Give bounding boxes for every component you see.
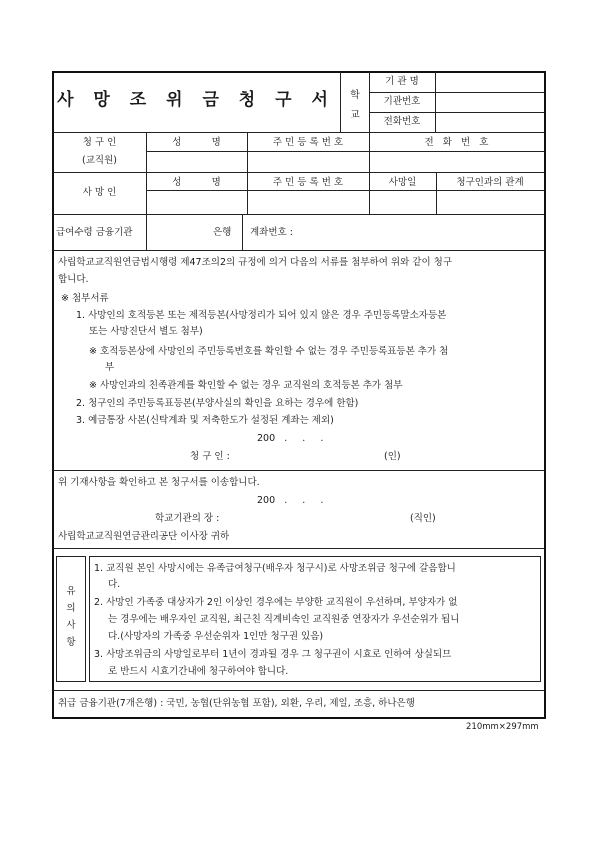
paper-size: 210mm×297mm xyxy=(466,722,539,732)
notes-label-char: 사 xyxy=(66,620,76,631)
school-head-label: 학교기관의 장 : xyxy=(155,513,220,524)
claimant-sublabel: (교직원) xyxy=(82,155,117,166)
relationship-field[interactable] xyxy=(437,191,543,213)
school-head-field[interactable] xyxy=(240,510,400,526)
claimant-phone-header: 전 화 번 호 xyxy=(424,137,489,148)
note-3-cont: 로 반드시 시효기간내에 청구하여야 합니다. xyxy=(108,666,289,677)
claimant-id-field[interactable] xyxy=(248,152,368,171)
phone-number-field[interactable] xyxy=(436,113,543,132)
attachment-item-2: 2. 청구인의 주민등록표등본(부양사실의 확인을 요하는 경우에 한함) xyxy=(76,398,359,409)
claimant-name-field[interactable] xyxy=(147,152,246,171)
bank-name-field[interactable] xyxy=(147,215,211,249)
note-2: 2. 사망인 가족중 대상자가 2인 이상인 경우에는 부양한 교직원이 우선하며, 부양자가 없 xyxy=(94,597,458,608)
claimant-sign-label: 청 구 인 : xyxy=(190,451,230,462)
claimant-name-header: 성 명 xyxy=(172,137,221,148)
claimant-sign-field[interactable] xyxy=(240,448,380,464)
divider xyxy=(53,172,544,173)
note-2-cont: 는 경우에는 배우자인 교직원, 최근친 직계비속인 교직원중 연장자가 우선순위가 됩니 xyxy=(108,614,460,625)
death-date-header: 사망일 xyxy=(388,177,417,188)
recipient: 사립학교교직원연금관리공단 이사장 귀하 xyxy=(58,531,230,542)
claim-date: 200 . . . xyxy=(257,433,324,444)
institution-name-field[interactable] xyxy=(436,73,543,92)
attachment-note-1: ※ 호적등본상에 사망인의 주민등록번호를 확인할 수 없는 경우 주민등록표등본 추가 첨 xyxy=(89,346,449,357)
claimant-id-header: 주 민 등 록 번 호 xyxy=(272,137,344,148)
bank-suffix: 은행 xyxy=(213,227,232,238)
form-border-bottom xyxy=(52,717,546,719)
institution-number-field[interactable] xyxy=(436,93,543,112)
attachments-title: ※ 첨부서류 xyxy=(61,293,109,304)
form-border-right xyxy=(544,71,546,719)
deceased-name-header: 성 명 xyxy=(172,177,221,188)
note-1-cont: 다. xyxy=(108,579,121,590)
divider xyxy=(53,250,544,251)
deceased-name-field[interactable] xyxy=(147,191,246,213)
school-label: 학 교 xyxy=(350,90,360,121)
divider xyxy=(53,470,544,471)
institution-number-label: 기관번호 xyxy=(383,96,421,107)
deceased-id-header: 주 민 등 록 번 호 xyxy=(272,177,344,188)
death-date-field[interactable] xyxy=(370,191,435,213)
notes-label-char: 항 xyxy=(66,637,76,648)
handling-banks: 취급 금융기관(7개은행) : 국민, 농협(단위농협 포함), 외환, 우리, 제일, 조흥, 하나은행 xyxy=(58,698,415,709)
note-2-cont: 다.(사망자의 가족중 우선순위자 1인만 청구권 있음) xyxy=(108,631,324,642)
divider xyxy=(242,214,243,250)
account-number-field[interactable] xyxy=(300,215,543,249)
account-number-label: 계좌번호 : xyxy=(250,227,293,238)
divider xyxy=(53,132,544,133)
claimant-label: 청 구 인 xyxy=(82,137,117,148)
notes-label-box xyxy=(56,556,86,682)
attachment-note-1-cont: 부 xyxy=(105,362,115,373)
intro-text-cont: 합니다. xyxy=(58,274,89,285)
deceased-id-field[interactable] xyxy=(248,191,368,213)
confirm-date: 200 . . . xyxy=(257,495,324,506)
form-title: 사 망 조 위 금 청 구 서 xyxy=(57,90,335,110)
note-3: 3. 사망조위금의 사망일로부터 1년이 경과될 경우 그 청구권이 시효로 인하여 상실되므 xyxy=(94,649,452,660)
official-seal: (직인) xyxy=(410,513,436,524)
divider xyxy=(53,690,544,691)
claimant-seal: (인) xyxy=(384,451,401,462)
confirm-text: 위 기재사항을 확인하고 본 청구서를 이송합니다. xyxy=(58,477,260,488)
institution-name-label: 기 관 명 xyxy=(385,76,419,87)
attachment-note-2: ※ 사망인과의 친족관계를 확인할 수 없는 경우 교직원의 호적등본 추가 첨부 xyxy=(89,380,403,391)
form-border-left xyxy=(52,71,54,719)
attachment-item-1: 1. 사망인의 호적등본 또는 제적등본(사망정리가 되어 있지 않은 경우 주민등록말소자등본 xyxy=(76,310,447,321)
attachment-item-3: 3. 예금통장 사본(신탁계좌 및 저축한도가 설정된 계좌는 제외) xyxy=(76,415,334,426)
phone-number-label: 전화번호 xyxy=(383,116,421,127)
deceased-label: 사 망 인 xyxy=(82,187,117,198)
notes-label-char: 유 xyxy=(66,586,76,597)
intro-text: 사립학교교직원연금법시행령 제47조의2의 규정에 의거 다음의 서류를 첨부하여 위와 같이 청구 xyxy=(58,257,453,268)
attachment-item-1-cont: 또는 사망진단서 별도 첨부) xyxy=(89,326,203,337)
divider xyxy=(53,548,544,549)
relationship-header: 청구인과의 관계 xyxy=(456,177,524,188)
notes-label-char: 의 xyxy=(66,603,76,614)
bank-label: 급여수령 금융기관 xyxy=(56,227,133,238)
claimant-phone-field[interactable] xyxy=(370,152,543,171)
note-1: 1. 교직원 본인 사망시에는 유족급여청구(배우자 청구시)로 사망조위금 청구에 갈음합니 xyxy=(94,563,456,574)
